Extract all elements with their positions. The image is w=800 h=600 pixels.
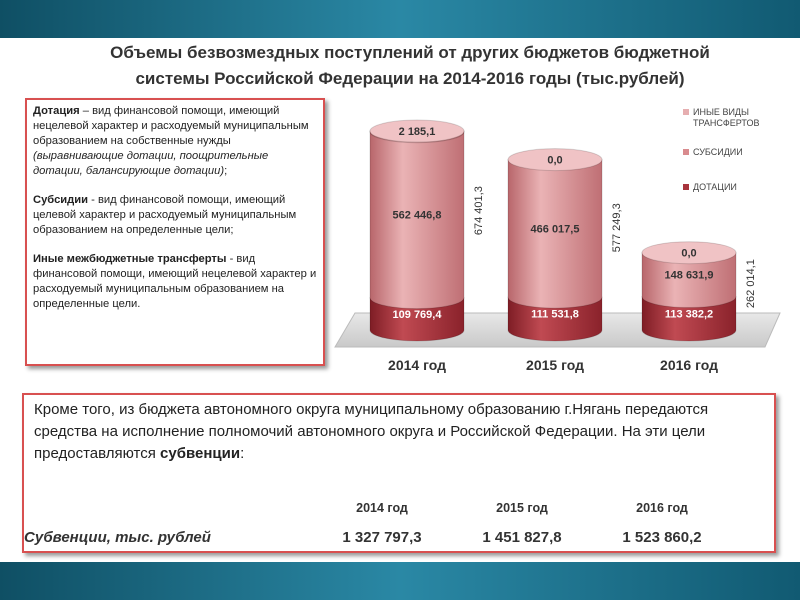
bottom-decor-band xyxy=(0,562,800,600)
title-line-2: системы Российской Федерации на 2014-2016 годы (тыс.рублей) xyxy=(135,69,685,88)
subventions-text-plain: Кроме того, из бюджета автономного округа муниципальному образованию г.Нягань передаются средства на исполнение полномочий автономного округа и Российской Федерации. На эти цели предоставляются xyxy=(34,401,709,462)
data-label-subsidies-1: 562 446,8 xyxy=(392,209,442,222)
subventions-value-2016: 1 523 860,2 xyxy=(622,529,702,546)
chart-legend xyxy=(683,107,759,192)
data-label-subsidies-3: 148 631,9 xyxy=(664,269,714,282)
cylinder-1 xyxy=(370,120,485,341)
legend-label-1: ИНЫЕ ВИДЫ ТРАНСФЕРТОВ xyxy=(693,107,760,128)
subsidy-term: Субсидии xyxy=(33,194,89,206)
data-label-other-transfers-1: 2 185,1 xyxy=(398,126,436,139)
subventions-year-2015: 2015 год xyxy=(496,501,548,515)
definition-other-transfers xyxy=(33,252,317,312)
other-transfers-term: Иные межбюджетные трансферты xyxy=(33,253,227,265)
total-label-2: 577 249,3 xyxy=(611,203,623,253)
subventions-box xyxy=(22,393,776,553)
legend-swatch-1 xyxy=(683,109,689,115)
total-label-3: 262 014,1 xyxy=(745,259,757,309)
title-line-1: Объемы безвозмездных поступлений от других бюджетов бюджетной xyxy=(110,43,710,62)
subventions-text-end: : xyxy=(240,445,245,462)
dotation-text: – вид финансовой помощи, имеющий нецелевой характер и расходуемый муниципальным образованием на собственные нужды xyxy=(33,105,309,147)
top-decor-band xyxy=(0,0,800,38)
slide-title xyxy=(40,40,780,92)
definition-dotation xyxy=(33,104,317,179)
subventions-row-label: Субвенции, тыс. рублей xyxy=(24,529,211,546)
data-label-subsidies-2: 466 017,5 xyxy=(530,223,580,236)
total-label-1: 674 401,3 xyxy=(473,186,485,236)
x-tick-label-1: 2014 год xyxy=(388,357,446,373)
legend-swatch-3 xyxy=(683,184,689,190)
legend-label-2: СУБСИДИИ xyxy=(693,147,743,157)
cylinder-2 xyxy=(508,149,623,341)
dotation-end: ; xyxy=(224,165,228,177)
subventions-value-2015: 1 451 827,8 xyxy=(482,529,562,546)
other-transfers-text: - вид финансовой помощи, имеющий нецелевой характер и расходуемый муниципальным образованием на определенные цели. xyxy=(33,253,317,310)
subsidy-text: - вид финансовой помощи, имеющий целевой характер и расходуемый муниципальным образованием на определенные цели; xyxy=(33,194,297,236)
legend-swatch-2 xyxy=(683,149,689,155)
subventions-year-2016: 2016 год xyxy=(636,501,688,515)
data-label-dotations-3: 113 382,2 xyxy=(664,308,714,321)
subventions-value-2014: 1 327 797,3 xyxy=(342,529,422,546)
x-tick-label-3: 2016 год xyxy=(660,357,718,373)
subventions-text xyxy=(34,399,754,465)
data-label-other-transfers-3: 0,0 xyxy=(681,247,697,260)
legend-label-3: ДОТАЦИИ xyxy=(693,182,737,192)
subventions-year-2014: 2014 год xyxy=(356,501,408,515)
transfers-chart xyxy=(325,95,785,385)
dotation-examples: (выравнивающие дотации, поощрительные дотации, балансирующие дотации) xyxy=(33,150,269,177)
data-label-other-transfers-2: 0,0 xyxy=(547,154,563,167)
definitions-box xyxy=(25,98,325,366)
dotation-term: Дотация xyxy=(33,105,80,117)
data-label-dotations-2: 111 531,8 xyxy=(531,308,579,321)
data-label-dotations-1: 109 769,4 xyxy=(392,308,442,321)
subventions-term: субвенции xyxy=(160,445,241,462)
x-tick-label-2: 2015 год xyxy=(526,357,584,373)
definition-subsidy xyxy=(33,193,317,238)
